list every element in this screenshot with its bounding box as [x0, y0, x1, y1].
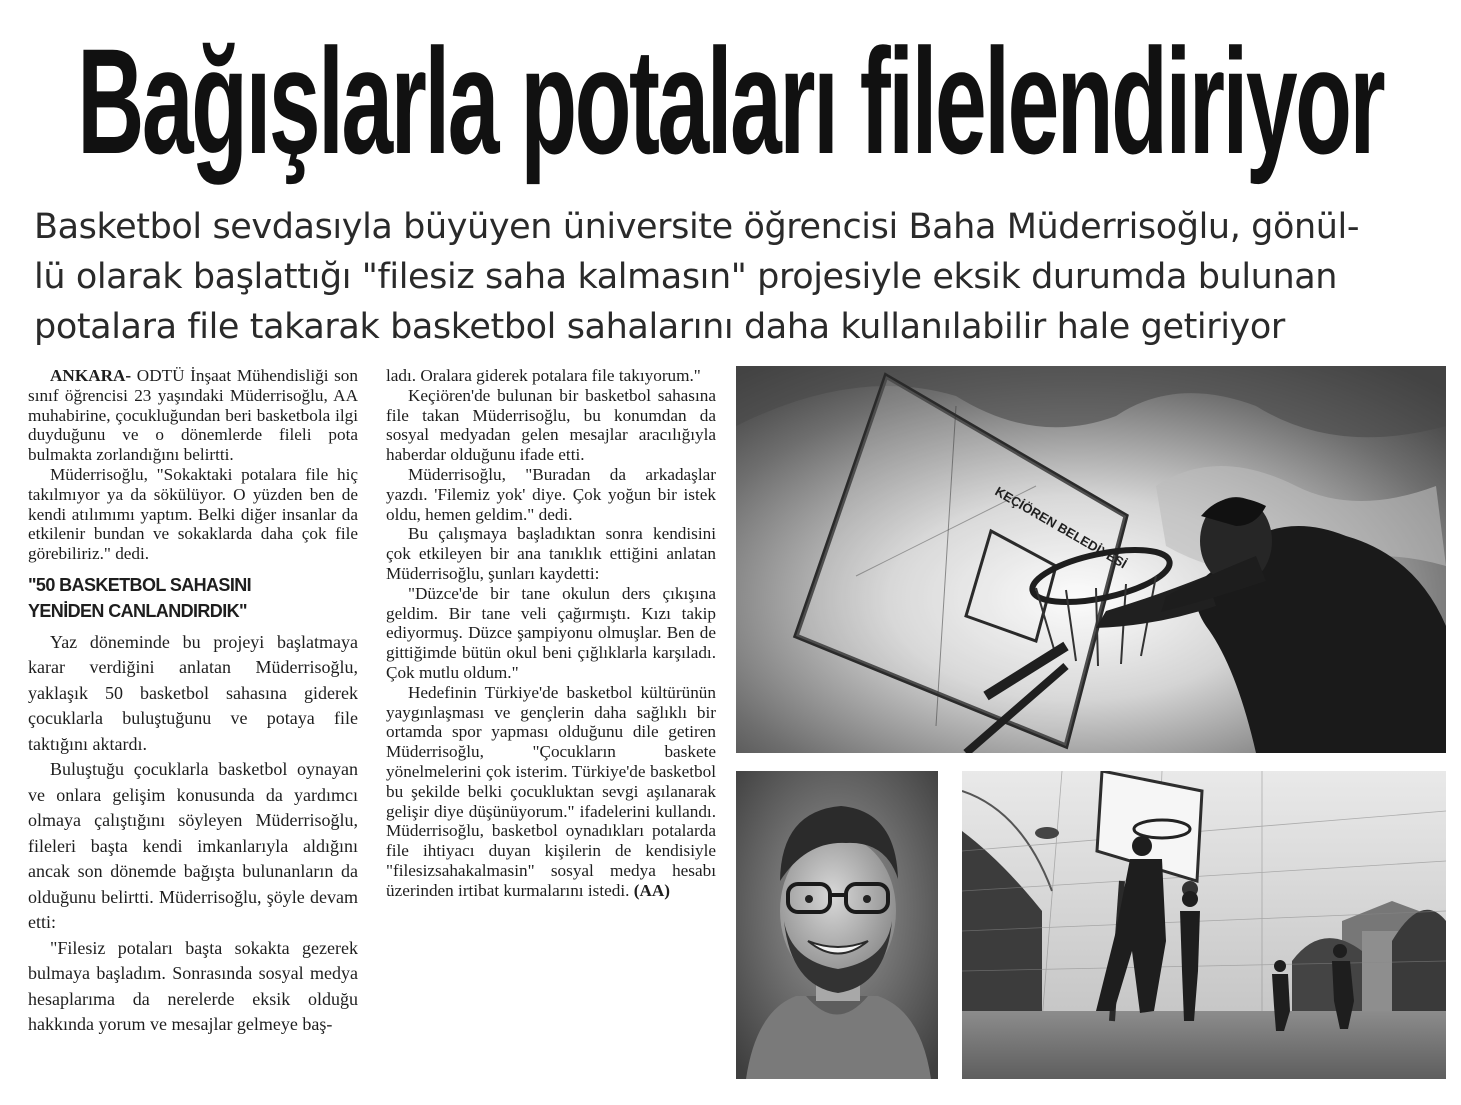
- subhead-line-2: YENİDEN CANLANDIRDIK": [28, 600, 247, 621]
- paragraph: [28, 366, 358, 465]
- article-column-2: [386, 366, 716, 901]
- paragraph: "Filesiz potaları başta sokakta gezerek bulmaya başladım. Sonrasında sosyal medya hesaplarıma da nerelerde eksik olduğu hakkında yorum ve mesajlar gelmeye baş-: [28, 937, 358, 1035]
- players-photo: [962, 771, 1446, 1079]
- deck-line-2: lü olarak başlattığı "filesiz saha kalmasın" projesiyle eksik durumda bulunan: [34, 257, 1338, 297]
- deck-line-3: potalara file takarak basketbol sahalarını daha kullanılabilir hale getiriyor: [34, 307, 1285, 347]
- paragraph: Buluştuğu çocuklarla basketbol oynayan ve onlara gelişim konusunda da yardımcı olmaya çalıştığını söyleyen Müderrisoğlu, fileleri başta kendi imkanlarıyla aldığını ancak son dönemde bağışta bulunanların da olduğunu belirtti. Müderrisoğlu, şöyle devam etti:: [28, 759, 358, 933]
- deck-line-1: Basketbol sevdasıyla büyüyen üniversite öğrencisi Baha Müderrisoğlu, gönül-: [34, 207, 1360, 247]
- paragraph: [386, 683, 716, 901]
- paragraph: ladı. Oralara giderek potalara file takıyorum.": [386, 366, 701, 385]
- paragraph: Müderrisoğlu, "Buradan da arkadaşlar yazdı. 'Filemiz yok' diye. Çok yoğun bir istek oldu, hemen geldim." dedi.: [386, 464, 716, 524]
- headline-text: Bağışlarla potaları filelendiriyor: [77, 17, 1384, 185]
- dateline: ANKARA-: [50, 366, 132, 385]
- article-column-1: [28, 366, 358, 1038]
- paragraph: Yaz döneminde bu projeyi başlatmaya karar verdiğini anlatan Müderrisoğlu, yaklaşık 50 basketbol sahasına giderek çocuklarla buluştuğunu ve potaya file taktığını aktardı.: [28, 631, 358, 754]
- paragraph-text: ODTÜ İnşaat Mühendisliği son sınıf öğrencisi 23 yaşındaki Müderrisoğlu, AA muhabirine, çocukluğundan beri basketbola ilgi duyduğunu ve o dönemlerde fileli pota bulmakta zorlandığını belirtti.: [28, 366, 358, 465]
- agency-signature: (AA): [633, 880, 670, 900]
- portrait-photo: [736, 771, 938, 1079]
- paragraph-text: Hedefinin Türkiye'de basketbol kültürünün yaygınlaşması ve gençlerin daha sağlıklı bir ortamda spor yapması olduğunu dile getiren Müderrisoğlu, "Çocukların baskete yönelmelerini çok isterim. Türkiye'de basketbol bu şekilde belki çocukluktan sevgi aşılanarak gelişir diye düşünüyorum." ifadelerini kullandı. Müderrisoğlu, basketbol oynadıkları potalarda file ihtiyacı duyan kişilerin de kendisiyle "filesizsahakalmasin" sosyal medya hesabı üzerinden irtibat kurmalarını istedi.: [386, 682, 716, 900]
- paragraph: Bu çalışmaya başladıktan sonra kendisini çok etkileyen bir ana tanıklık ettiğini anlatan Müderrisoğlu, şunları kaydetti:: [386, 524, 716, 583]
- main-photo: [736, 366, 1446, 753]
- paragraph: Keçiören'de bulunan bir basketbol sahasına file takan Müderrisoğlu, bu konumdan da sosyal medyadan gelen mesajlar aracılığıyla haberdar olduğunu ifade etti.: [386, 385, 716, 465]
- deck: [34, 202, 1434, 352]
- paragraph: "Düzce'de bir tane okulun ders çıkışına geldim. Bir tane veli çağırmıştı. Kızı takip ediyormuş. Düzce şampiyonu olmuşlar. Ben de gittiğimde bütün okul beni çığlıklarla karşıladı. Çok mutlu oldum.": [386, 583, 716, 682]
- backboard-lettering: KEÇİÖREN BELEDİYESİ: [992, 483, 1130, 572]
- subhead-line-1: "50 BASKETBOL SAHASINI: [28, 574, 252, 595]
- paragraph: Müderrisoğlu, "Sokaktaki potalara file hiç takılmıyor ya da sökülüyor. O yüzden ben de kendi atılımımı yaptım. Belki diğer insanlar da etkilenir bundan ve sokaklarda daha çok file görebiliriz." dedi.: [28, 464, 358, 564]
- headline: [0, 6, 1461, 196]
